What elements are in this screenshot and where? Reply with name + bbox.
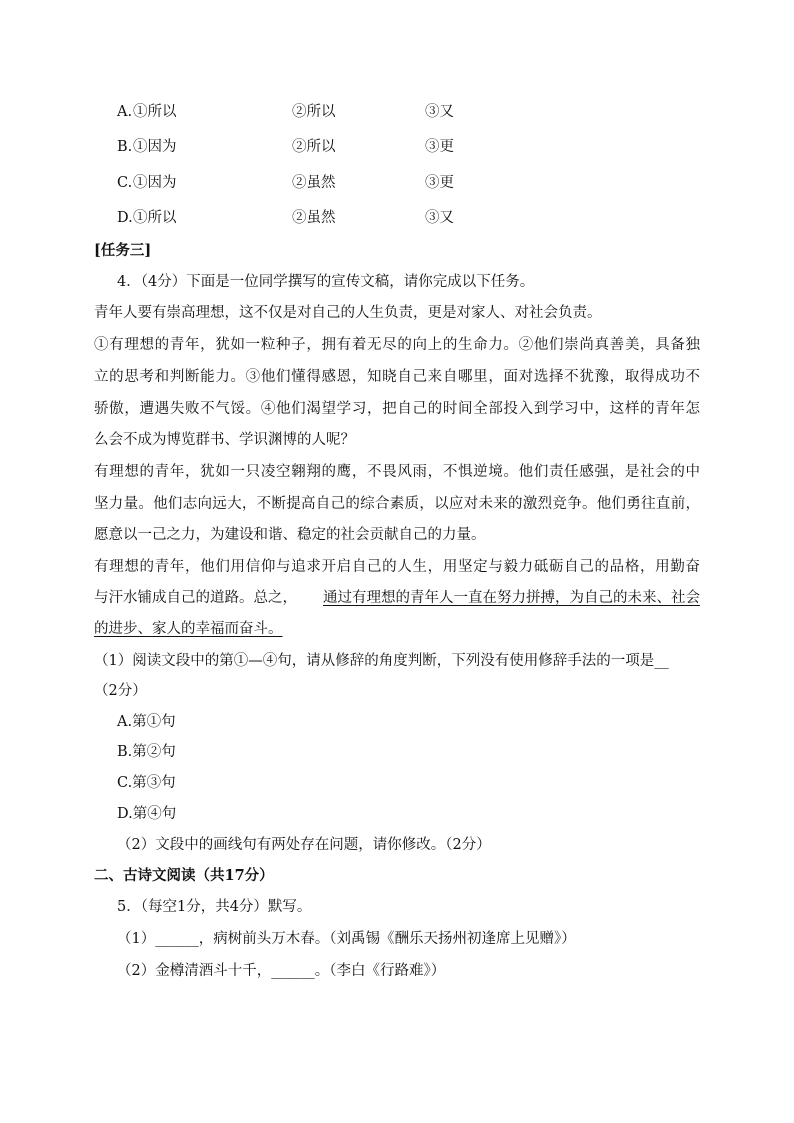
subquestion-1-option-c: C.第③句 bbox=[117, 775, 176, 791]
question-5-stem: 5．（每空1分，共4分）默写。 bbox=[117, 899, 312, 915]
subquestion-1-stem: （1）阅读文段中的第①—④句，请从修辞的角度判断，下列没有使用修辞手法的一项是__ bbox=[94, 653, 669, 669]
section-2-heading: 二、古诗文阅读（共17分） bbox=[94, 867, 274, 884]
passage-paragraph-2-line: 么会不成为博览群书、学识渊博的人呢？ bbox=[94, 432, 355, 448]
choice-option-1: ①因为 bbox=[133, 139, 177, 155]
choice-option-1: ①所以 bbox=[133, 104, 177, 120]
choice-option-2: ②所以 bbox=[292, 139, 336, 155]
subquestion-1-option-b: B.第②句 bbox=[117, 744, 176, 760]
passage-paragraph-2-line: ①有理想的青年，犹如一粒种子，拥有着无尽的向上的生命力。②他们崇尚真善美，具备独 bbox=[94, 337, 700, 353]
question-5-item-2: （2）金樽清酒斗十千，______。（李白《行路难》） bbox=[117, 963, 446, 979]
passage-paragraph-3-line: 愿意以一己之力，为建设和谐、稳定的社会贡献自己的力量。 bbox=[94, 527, 486, 543]
passage-paragraph-4-line: 有理想的青年，他们用信仰与追求开启自己的人生，用坚定与毅力砥砺自己的品格，用勤奋 bbox=[94, 559, 700, 575]
subquestion-1-score: （2分） bbox=[94, 683, 147, 699]
choice-option-3: ③更 bbox=[425, 175, 454, 191]
choice-option-2: ②所以 bbox=[292, 104, 336, 120]
question-4-stem: 4．（4分）下面是一位同学撰写的宣传文稿，请你完成以下任务。 bbox=[117, 274, 535, 290]
choice-option-3: ③更 bbox=[425, 139, 454, 155]
passage-paragraph-1: 青年人要有崇高理想，这不仅是对自己的人生负责，更是对家人、对社会负责。 bbox=[94, 305, 602, 321]
underlined-sentence: 通过有理想的青年人一直在努力拼搏，为自己的未来、社会 bbox=[323, 590, 700, 606]
passage-paragraph-3-line: 有理想的青年，犹如一只凌空翱翔的鹰，不畏风雨，不惧逆境。他们责任感强，是社会的中 bbox=[94, 464, 700, 480]
choice-label: A. bbox=[117, 104, 133, 120]
choice-option-2: ②虽然 bbox=[292, 175, 336, 191]
subquestion-1-option-a: A.第①句 bbox=[117, 714, 176, 730]
choice-option-3: ③又 bbox=[425, 104, 454, 120]
choice-option-1: ①所以 bbox=[133, 210, 177, 226]
choice-label: D. bbox=[117, 210, 133, 226]
passage-paragraph-4-line bbox=[94, 588, 700, 608]
underlined-sentence: 的进步、家人的幸福而奋斗。 bbox=[94, 621, 283, 637]
passage-paragraph-2-line: 立的思考和判断能力。③他们懂得感恩，知晓自己来自哪里，面对选择不犹豫，取得成功不 bbox=[94, 369, 700, 385]
subquestion-1-option-d: D.第④句 bbox=[117, 806, 177, 822]
task3-heading: [任务三] bbox=[94, 242, 152, 259]
choice-label: C. bbox=[117, 175, 133, 191]
choice-option-2: ②虽然 bbox=[292, 210, 336, 226]
choice-label: B. bbox=[117, 139, 133, 155]
passage-plain-text: 与汗水铺成自己的道路。总之， bbox=[94, 590, 297, 606]
choice-option-3: ③又 bbox=[425, 210, 454, 226]
question-5-item-1: （1）______，病树前头万木春。（刘禹锡《酬乐天扬州初逢席上见赠》） bbox=[117, 931, 576, 947]
choice-option-1: ①因为 bbox=[133, 175, 177, 191]
passage-paragraph-2-line: 骄傲，遭遇失败不气馁。④他们渴望学习，把自己的时间全部投入到学习中，这样的青年怎 bbox=[94, 401, 700, 417]
passage-paragraph-3-line: 坚力量。他们志向远大，不断提高自己的综合素质，以应对未来的激烈竞争。他们勇往直前， bbox=[94, 496, 700, 512]
subquestion-2-stem: （2）文段中的画线句有两处存在问题，请你修改。（2分） bbox=[117, 837, 491, 853]
